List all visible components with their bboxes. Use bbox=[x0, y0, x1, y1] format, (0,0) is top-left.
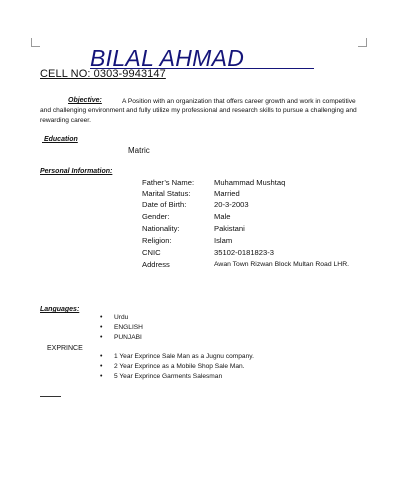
crop-mark-top-left bbox=[31, 38, 40, 47]
info-label-marital-status: Marital Status: bbox=[142, 189, 191, 198]
personal-info-heading: Personal Information: bbox=[40, 168, 113, 175]
bottom-rule bbox=[40, 396, 61, 397]
info-label-date-of-birth: Date of Birth: bbox=[142, 200, 187, 209]
language-item bbox=[100, 333, 143, 343]
info-label-gender: Gender: bbox=[142, 212, 170, 221]
objective-text: A Position with an organization that offers career growth and work in competitive and challenging environment and fully utilize my professional and research skills to pursue a challenging and rewarding career. bbox=[40, 98, 357, 124]
bullet-icon: • bbox=[100, 334, 103, 341]
languages-list bbox=[100, 313, 143, 343]
education-heading bbox=[42, 136, 78, 143]
experience-text: 5 Year Exprince Garments Salesman bbox=[114, 373, 223, 380]
crop-mark-top-right bbox=[358, 38, 367, 47]
language-item bbox=[100, 313, 143, 323]
experience-item bbox=[100, 372, 254, 382]
language-text: PUNJABI bbox=[114, 334, 142, 341]
education-heading-text: Education bbox=[43, 136, 78, 143]
info-label-nationality: Nationality: bbox=[142, 224, 180, 233]
bullet-icon: • bbox=[100, 353, 103, 360]
experience-heading: EXPRINCE bbox=[47, 345, 83, 352]
info-value-marital-status: Married bbox=[214, 189, 240, 198]
info-value-date-of-birth: 20-3-2003 bbox=[214, 200, 249, 209]
experience-item bbox=[100, 352, 254, 362]
cell-number: CELL NO: 0303-9943147 bbox=[40, 68, 166, 80]
experience-text: 1 Year Exprince Sale Man as a Jugnu company. bbox=[114, 353, 254, 360]
info-value-fathers-name: Muhammad Mushtaq bbox=[214, 178, 286, 187]
bullet-icon: • bbox=[100, 314, 103, 321]
education-value: Matric bbox=[128, 146, 150, 155]
info-label-fathers-name: Father’s Name: bbox=[142, 178, 195, 187]
info-label-cnic: CNIC bbox=[142, 248, 161, 257]
bullet-icon: • bbox=[100, 373, 103, 380]
info-value-address: Awan Town Rizwan Block Multan Road LHR. bbox=[214, 261, 349, 268]
bullet-icon: • bbox=[100, 363, 103, 370]
objective-heading: Objective: bbox=[68, 97, 102, 104]
language-text: ENGLISH bbox=[114, 324, 143, 331]
candidate-name: BILAL AHMAD bbox=[90, 45, 245, 71]
info-value-religion: Islam bbox=[214, 236, 233, 245]
experience-list bbox=[100, 352, 254, 382]
experience-item bbox=[100, 362, 254, 372]
experience-text: 2 Year Exprince as a Mobile Shop Sale Man. bbox=[114, 363, 245, 370]
info-value-gender: Male bbox=[214, 212, 231, 221]
info-value-cnic: 35102-0181823-3 bbox=[214, 248, 274, 257]
info-label-religion: Religion: bbox=[142, 236, 172, 245]
languages-heading: Languages: bbox=[40, 306, 80, 313]
language-text: Urdu bbox=[114, 314, 129, 321]
language-item bbox=[100, 323, 143, 333]
info-label-address: Address bbox=[142, 260, 170, 269]
info-value-nationality: Pakistani bbox=[214, 224, 245, 233]
bullet-icon: • bbox=[100, 324, 103, 331]
